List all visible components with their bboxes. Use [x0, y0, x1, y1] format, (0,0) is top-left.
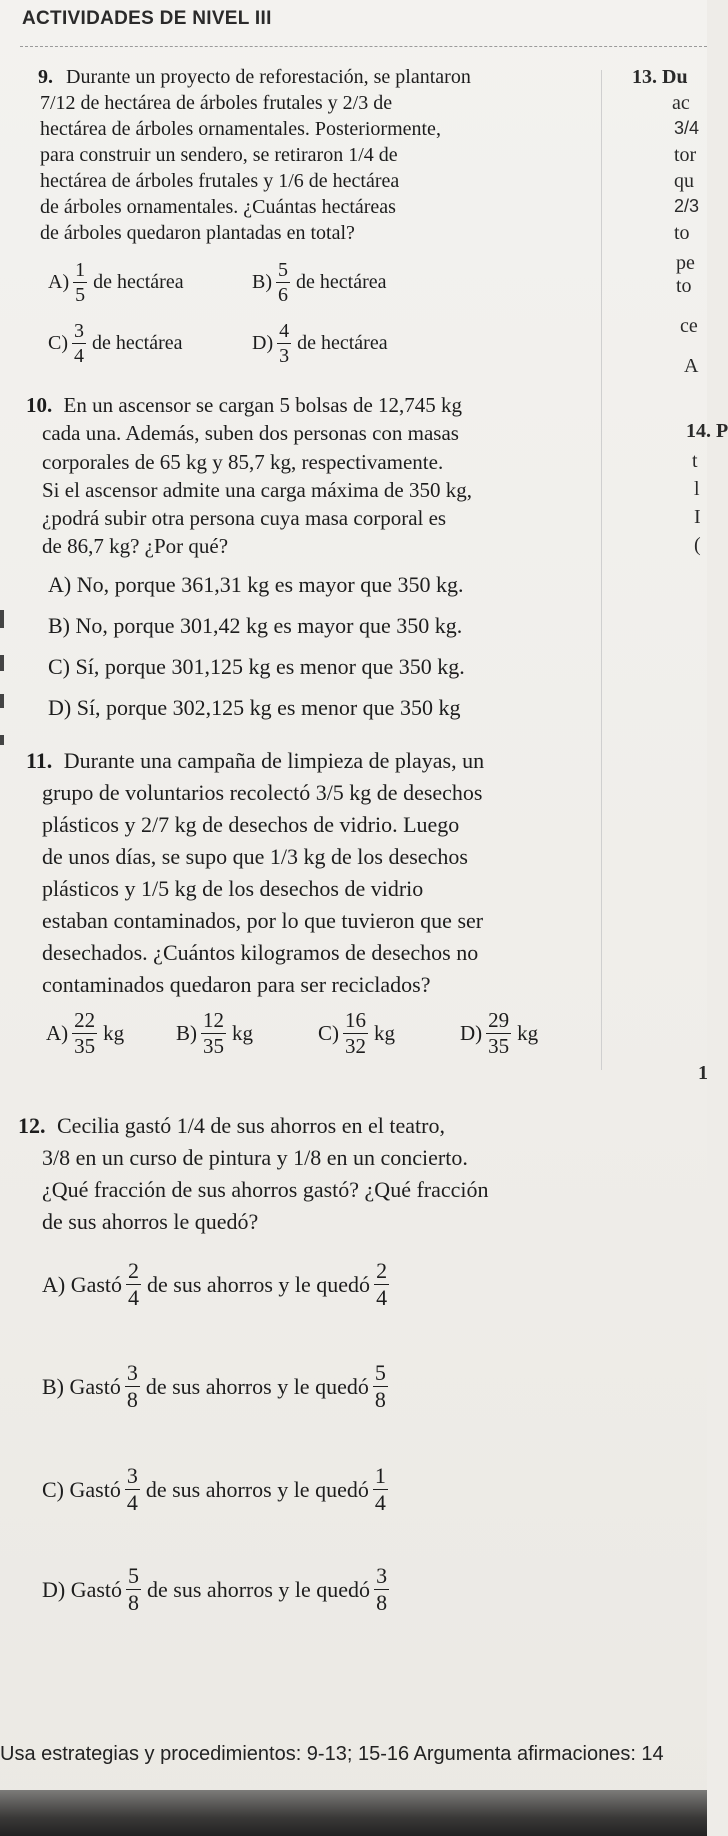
question-text-line: contaminados quedaron para ser reciclados? — [42, 972, 431, 997]
cropped-text: l — [694, 478, 700, 500]
option-a[interactable]: A) $\frac{22}{35}$ kg — [46, 1008, 125, 1058]
fraction: $\frac{12}{35}$ — [203, 1008, 224, 1058]
fraction: $\frac{1}{5}$ — [75, 259, 86, 306]
question-text-line: estaban contaminados, por lo que tuvieron que ser — [42, 908, 484, 933]
fraction: $\frac{3}{8}$ — [376, 1563, 388, 1615]
question-text-line: 7/12 de hectárea de árboles frutales y 2/3 de — [40, 92, 393, 114]
cropped-text: to — [674, 222, 690, 244]
option-b[interactable]: B) No, porque 301,42 kg es mayor que 350 kg. — [48, 613, 463, 638]
cropped-text: I — [694, 506, 701, 528]
cropped-text: t — [692, 450, 698, 472]
option-c[interactable]: C) Gastó $\frac{3}{4}$ de sus ahorros y le quedó $\frac{1}{4}$ — [42, 1463, 386, 1515]
question-text-line: Durante una campaña de limpieza de playas, un — [63, 748, 485, 773]
question-text-line: ¿podrá subir otra persona cuya masa corporal es — [42, 506, 447, 530]
fraction: $\frac{2}{4}$ — [128, 1258, 140, 1310]
fraction: $\frac{3}{4}$ — [126, 1463, 138, 1515]
question-text-line: de sus ahorros le quedó? — [42, 1209, 259, 1234]
option-d[interactable]: D) $\frac{4}{3}$ de hectárea — [252, 320, 388, 367]
section-title: ACTIVIDADES DE NIVEL III — [22, 8, 272, 29]
fraction: $\frac{29}{35}$ — [488, 1008, 510, 1058]
option-a[interactable]: A) No, porque 361,31 kg es mayor que 350 kg. — [48, 572, 464, 597]
question-text-line: desechados. ¿Cuántos kilogramos de desechos no — [42, 940, 479, 965]
question-number: 10. — [26, 393, 53, 417]
question-text-line: ¿Qué fracción de sus ahorros gastó? ¿Qué fracción — [42, 1177, 489, 1202]
question-text-line: grupo de voluntarios recolectó 3/5 kg de desechos — [42, 780, 483, 805]
question-text-line: hectárea de árboles ornamentales. Posteriormente, — [40, 118, 441, 140]
option-c[interactable]: C) $\frac{3}{4}$ de hectárea — [48, 320, 183, 367]
cropped-text: ( — [694, 534, 701, 556]
cropped-text: tor — [674, 144, 697, 166]
option-b[interactable]: B) $\frac{5}{6}$ de hectárea — [252, 259, 387, 306]
question-text-line: Si el ascensor admite una carga máxima de 350 kg, — [42, 478, 472, 502]
question-number: 9. — [38, 66, 53, 88]
cropped-text: 14. P — [686, 420, 728, 442]
edge-mark — [0, 610, 4, 628]
cropped-text: qu — [674, 170, 694, 192]
cropped-text: pe — [676, 252, 695, 274]
edge-mark — [0, 694, 4, 708]
question-text-line: de árboles quedaron plantadas en total? — [40, 222, 355, 244]
question-text-line: Cecilia gastó 1/4 de sus ahorros en el teatro, — [57, 1113, 445, 1138]
option-d[interactable]: D) Sí, porque 302,125 kg es menor que 350 kg — [48, 695, 461, 720]
option-d[interactable]: D) $\frac{29}{35}$ kg — [460, 1008, 539, 1058]
option-c[interactable]: C) $\frac{16}{32}$ kg — [318, 1008, 395, 1058]
fraction: $\frac{2}{4}$ — [376, 1258, 388, 1310]
option-b[interactable]: B) Gastó $\frac{3}{8}$ de sus ahorros y le quedó $\frac{5}{8}$ — [42, 1360, 386, 1412]
question-text-line: En un ascensor se cargan 5 bolsas de 12,745 kg — [63, 393, 463, 417]
fraction: $\frac{16}{32}$ — [345, 1008, 366, 1058]
fraction: $\frac{22}{35}$ — [74, 1008, 96, 1058]
edge-mark — [0, 655, 4, 671]
fraction: $\frac{3}{8}$ — [126, 1360, 138, 1412]
question-text-line: plásticos y 1/5 kg de los desechos de vidrio — [42, 876, 424, 901]
question-text-line: de árboles ornamentales. ¿Cuántas hectáreas — [40, 196, 396, 218]
cropped-text: ac — [672, 92, 690, 114]
fraction: $\frac{3}{4}$ — [74, 320, 84, 367]
cropped-text: 1 — [698, 1062, 708, 1084]
question-text-line: 3/8 en un curso de pintura y 1/8 en un concierto. — [42, 1145, 468, 1170]
footer-competencies: Usa estrategias y procedimientos: 9-13; 15-16 Argumenta afirmaciones: 14 — [0, 1743, 664, 1765]
question-text-line: hectárea de árboles frutales y 1/6 de hectárea — [40, 170, 400, 192]
option-c[interactable]: C) Sí, porque 301,125 kg es menor que 350 kg. — [48, 654, 465, 679]
question-text-line: cada una. Además, suben dos personas con masas — [42, 421, 459, 445]
question-text-line: para construir un sendero, se retiraron 1/4 de — [40, 144, 398, 166]
question-text-line: plásticos y 2/7 kg de desechos de vidrio. Luego — [42, 812, 460, 837]
column-divider — [601, 70, 602, 1070]
cropped-text: to — [676, 275, 692, 297]
fraction: $\frac{4}{3}$ — [279, 320, 290, 367]
option-a[interactable]: A) Gastó $\frac{2}{4}$ de sus ahorros y le quedó $\frac{2}{4}$ — [42, 1258, 388, 1310]
adjacent-column-cropped — [612, 0, 728, 1100]
fraction: $\frac{5}{6}$ — [278, 259, 288, 306]
cropped-text: 2/3 — [674, 196, 700, 216]
header-divider — [20, 46, 707, 47]
fraction: $\frac{5}{8}$ — [374, 1360, 386, 1412]
question-text-line: de unos días, se supo que 1/3 kg de los desechos — [42, 844, 468, 869]
photo-shadow-edge — [0, 1790, 707, 1836]
question-text-line: corporales de 65 kg y 85,7 kg, respectivamente. — [42, 450, 444, 474]
option-b[interactable]: B) $\frac{12}{35}$ kg — [176, 1008, 253, 1058]
question-number: 12. — [18, 1113, 46, 1138]
option-d[interactable]: D) Gastó $\frac{5}{8}$ de sus ahorros y le quedó $\frac{3}{8}$ — [42, 1563, 388, 1615]
fraction: $\frac{5}{8}$ — [128, 1563, 140, 1615]
question-text-line: Durante un proyecto de reforestación, se plantaron — [66, 66, 471, 88]
cropped-text: ce — [680, 315, 698, 337]
question-text-line: de 86,7 kg? ¿Por qué? — [42, 534, 229, 558]
cropped-text: A — [684, 355, 699, 377]
option-a[interactable]: A) $\frac{1}{5}$ de hectárea — [48, 259, 184, 306]
edge-mark — [0, 735, 4, 745]
cropped-text: 3/4 — [674, 118, 700, 138]
cropped-text: 13. Du — [632, 66, 688, 88]
question-number: 11. — [26, 748, 53, 773]
fraction: $\frac{1}{4}$ — [374, 1463, 386, 1515]
